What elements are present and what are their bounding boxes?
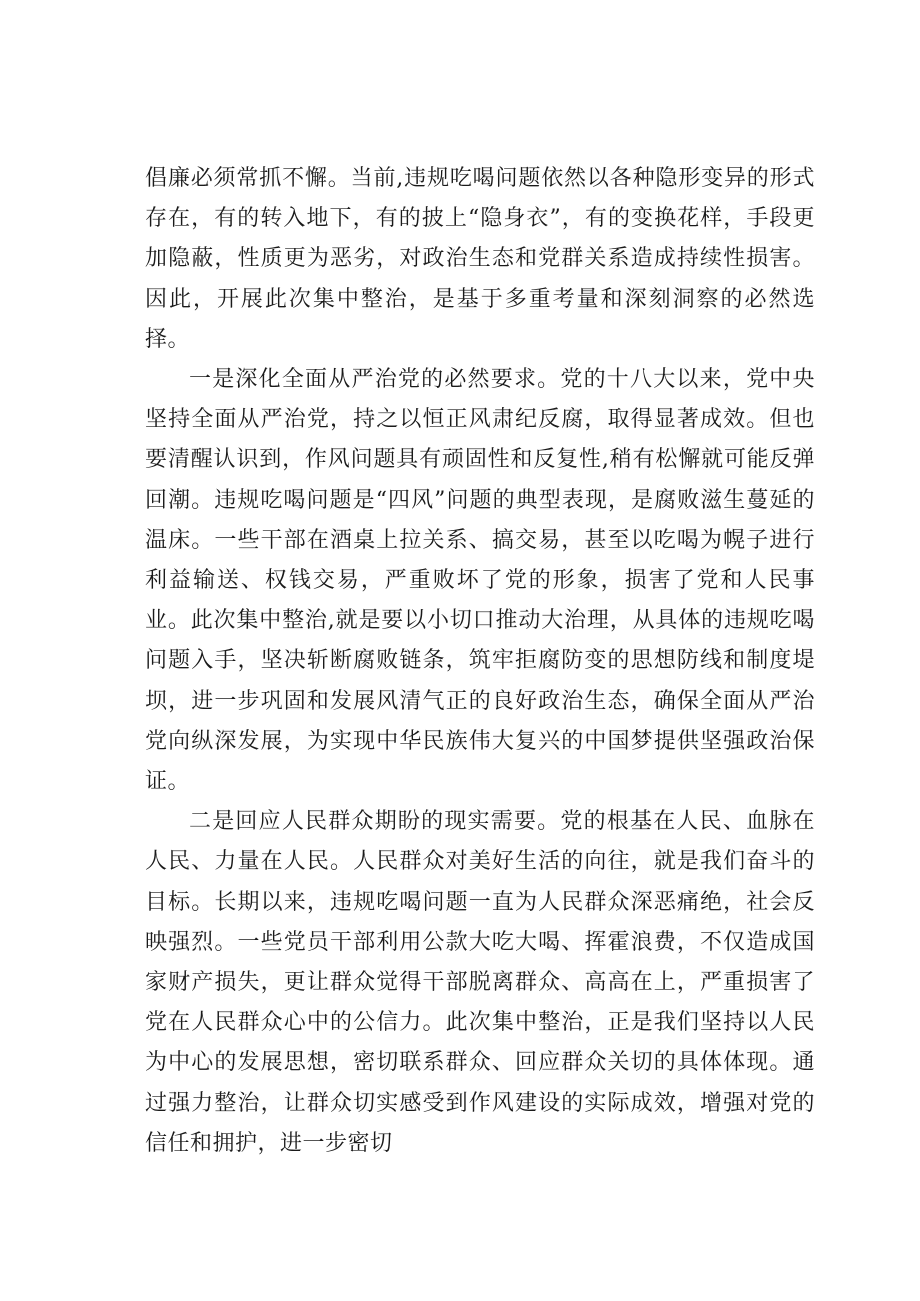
paragraph-point-two: 二是回应人民群众期盼的现实需要。党的根基在人民、血脉在人民、力量在人民。人民群众对美好生活的向往，就是我们奋斗的目标。长期以来，违规吃喝问题一直为人民群众深恶痛绝，社会反映强烈。一些党员干部利用公款大吃大喝、挥霍浪费，不仅造成国家财产损失，更让群众觉得干部脱离群众、高高在上，严重损害了党在人民群众心中的公信力。此次集中整治，正是我们坚持以人民为中心的发展思想，密切联系群众、回应群众关切的具体体现。通过强力整治，让群众切实感受到作风建设的实际成效，增强对党的信任和拥护，进一步密切: [145, 809, 815, 1156]
paragraph-point-one: 一是深化全面从严治党的必然要求。党的十八大以来，党中央坚持全面从严治党，持之以恒正风肃纪反腐，取得显著成效。但也要清醒认识到，作风问题具有顽固性和反复性,稍有松懈就可能反弹回潮。违规吃喝问题是“四风”问题的典型表现，是腐败滋生蔓延的温床。一些干部在酒桌上拉关系、搞交易，甚至以吃喝为幌子进行利益输送、权钱交易，严重败坏了党的形象，损害了党和人民事业。此次集中整治,就是要以小切口推动大治理，从具体的违规吃喝问题入手，坚决斩断腐败链条，筑牢拒腐防变的思想防线和制度堤坝，进一步巩固和发展风清气正的良好政治生态，确保全面从严治党向纵深发展，为实现中华民族伟大复兴的中国梦提供坚强政治保证。: [145, 367, 815, 795]
document-body: [145, 159, 815, 1164]
paragraph-continuation: 倡廉必须常抓不懈。当前,违规吃喝问题依然以各种隐形变异的形式存在，有的转入地下，有的披上“隐身衣”，有的变换花样，手段更加隐蔽，性质更为恶劣，对政治生态和党群关系造成持续性损害。因此，开展此次集中整治，是基于多重考量和深刻洞察的必然选择。: [145, 166, 815, 352]
